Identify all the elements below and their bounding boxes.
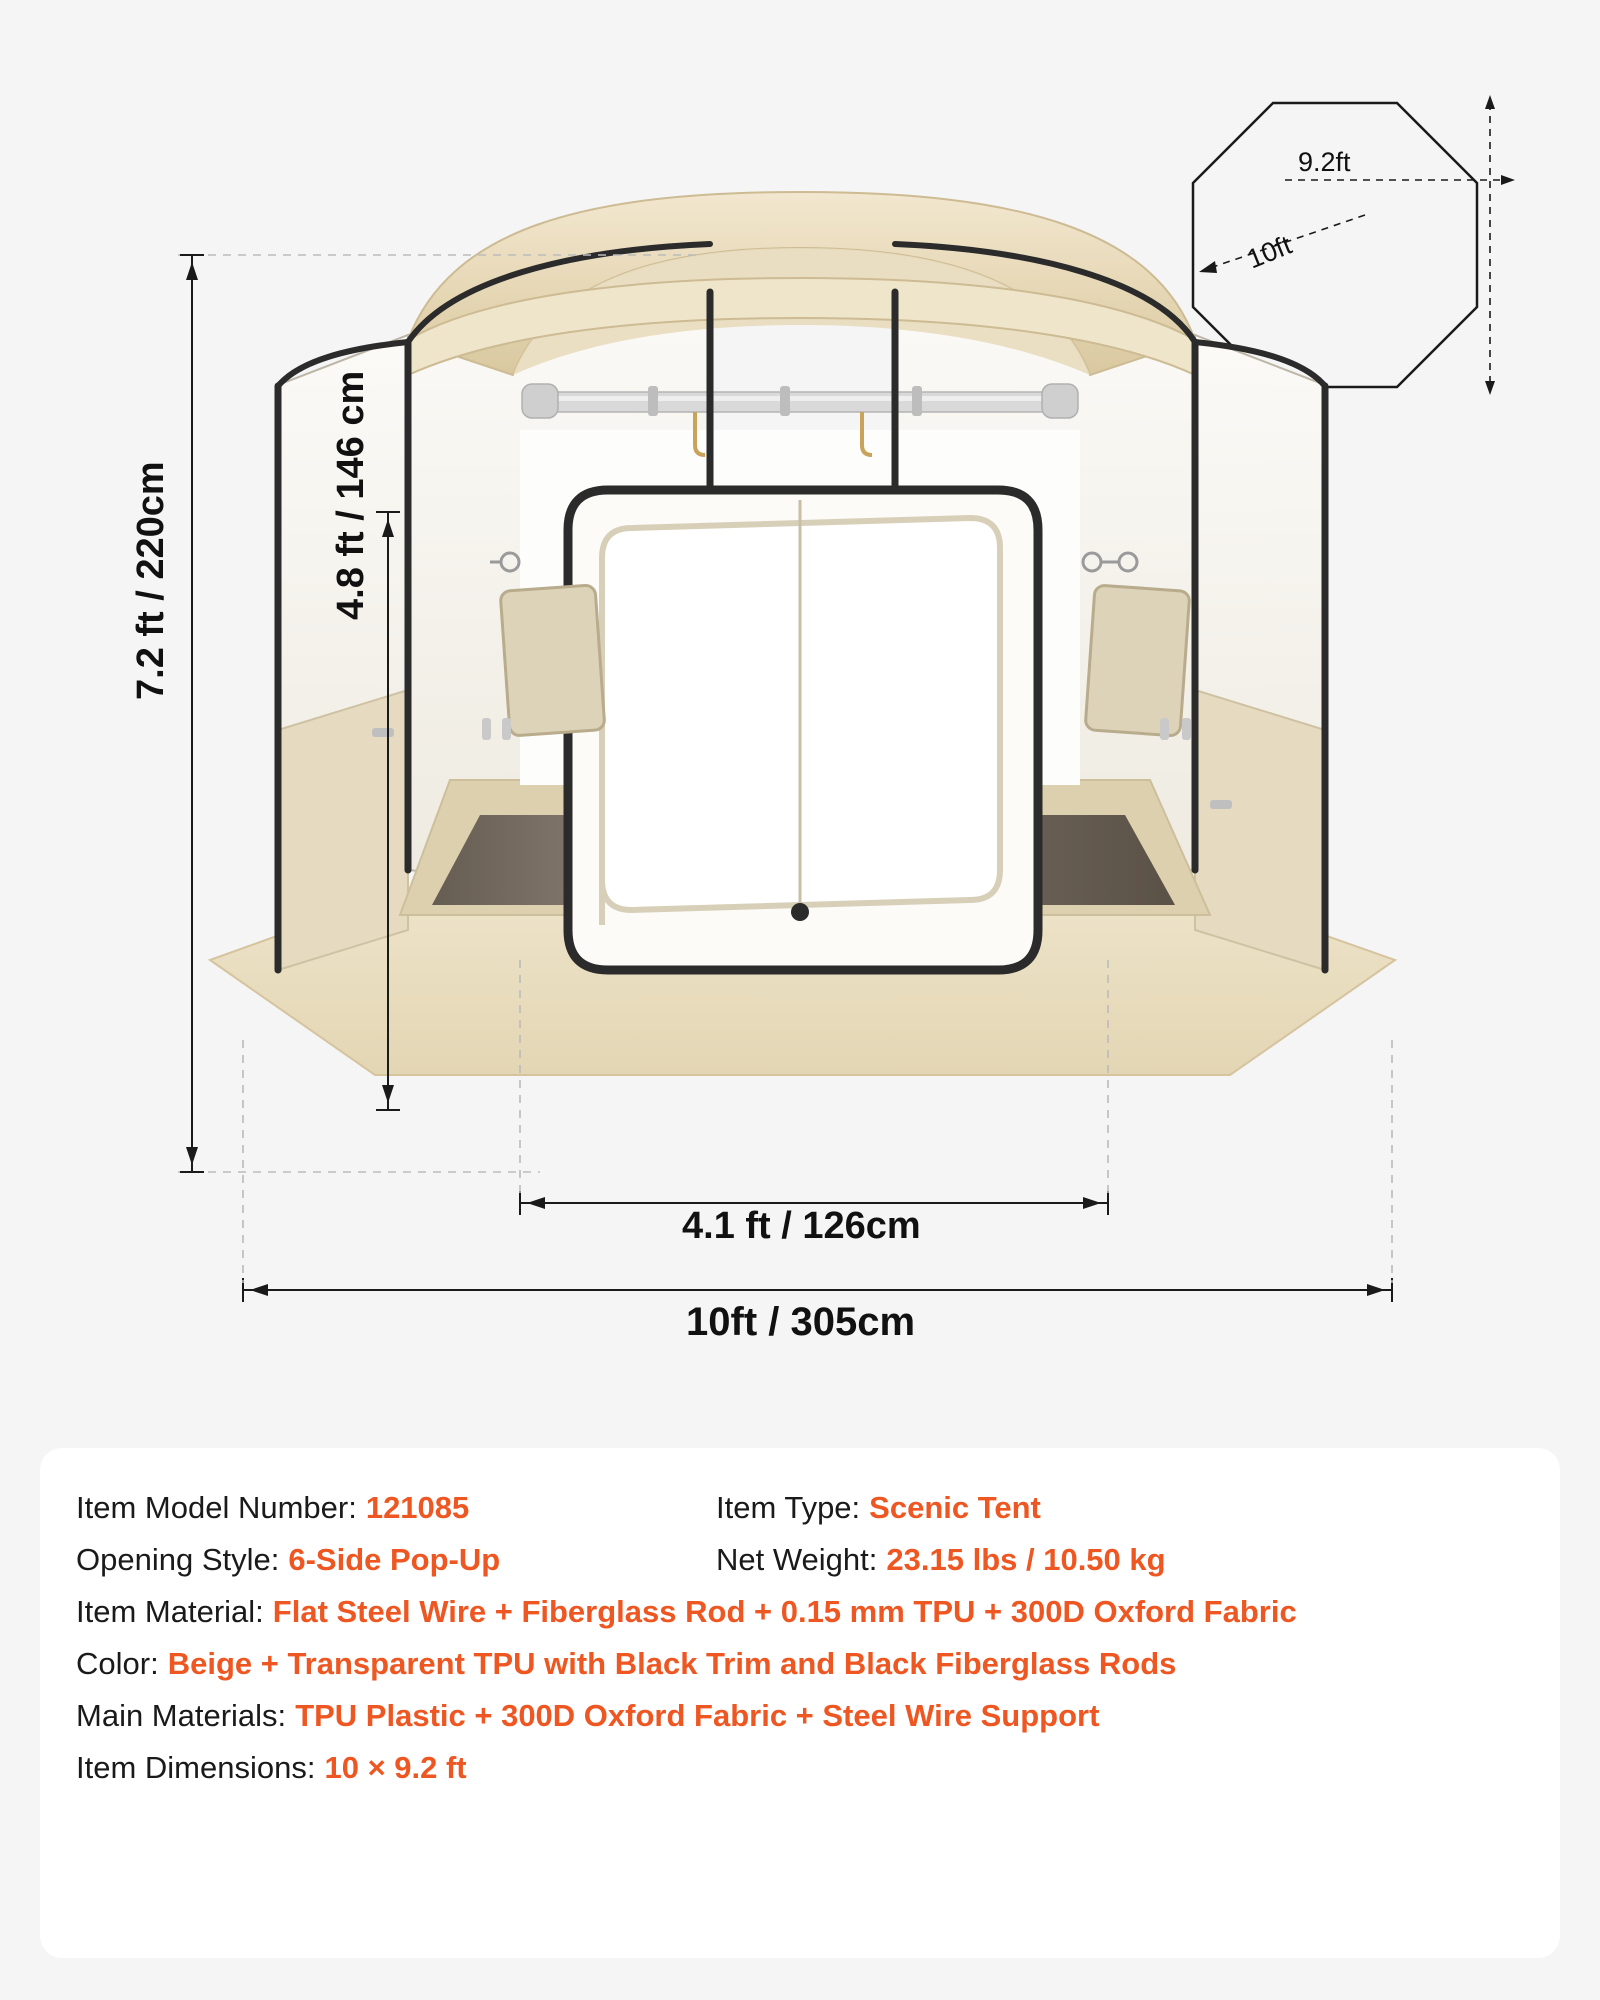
spec-item-dimensions (76, 1750, 1528, 1786)
spec-item-type (716, 1490, 1041, 1526)
footprint-label-b: 10ft (1242, 229, 1296, 275)
specification-card (40, 1448, 1560, 1958)
spec-item-material (76, 1594, 1528, 1630)
spec-value: 6-Side Pop-Up (288, 1542, 501, 1577)
spec-value: 121085 (365, 1490, 470, 1525)
spec-value: 10 × 9.2 ft (324, 1750, 467, 1785)
spec-label: Item Model Number: (76, 1490, 357, 1525)
spec-label: Color: (76, 1646, 159, 1681)
spec-color (76, 1646, 1528, 1682)
spec-item-model-number (76, 1490, 716, 1526)
spec-value: Flat Steel Wire + Fiberglass Rod + 0.15 mm TPU + 300D Oxford Fabric (272, 1594, 1297, 1629)
spec-net-weight (716, 1542, 1166, 1578)
spec-label: Item Type: (716, 1490, 861, 1525)
spec-label: Net Weight: (716, 1542, 878, 1577)
spec-main-materials (76, 1698, 1528, 1734)
spec-value: TPU Plastic + 300D Oxford Fabric + Steel Wire Support (295, 1698, 1100, 1733)
dimension-label-door-width: 4.1 ft / 126cm (682, 1205, 921, 1247)
footprint-label-a: 9.2ft (1298, 147, 1351, 177)
spec-value: Beige + Transparent TPU with Black Trim and Black Fiberglass Rods (167, 1646, 1177, 1681)
spec-opening-style (76, 1542, 716, 1578)
spec-label: Item Material: (76, 1594, 264, 1629)
dimension-label-total-width: 10ft / 305cm (686, 1300, 916, 1344)
spec-label: Item Dimensions: (76, 1750, 316, 1785)
spec-label: Main Materials: (76, 1698, 287, 1733)
spec-value: Scenic Tent (869, 1490, 1041, 1525)
dimension-label-height-inner: 4.8 ft / 146 cm (330, 370, 372, 620)
spec-label: Opening Style: (76, 1542, 280, 1577)
spec-row (76, 1490, 1528, 1526)
dimension-label-height-outer: 7.2 ft / 220cm (130, 461, 172, 700)
spec-value: 23.15 lbs / 10.50 kg (886, 1542, 1166, 1577)
spec-row (76, 1542, 1528, 1578)
